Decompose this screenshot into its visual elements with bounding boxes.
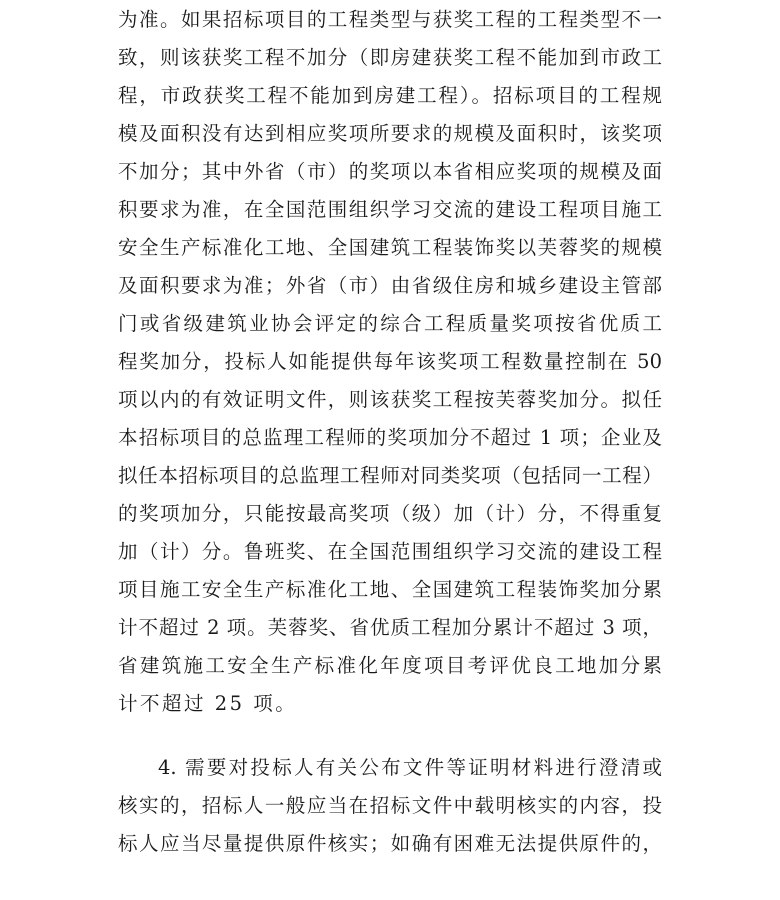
text-line: 及面积要求为准；外省（市）由省级住房和城乡建设主管部 xyxy=(118,274,662,297)
text-line: 标人应当尽量提供原件核实；如确有困难无法提供原件的， xyxy=(118,832,662,855)
text-line: 本招标项目的总监理工程师的奖项加分不超过 1 项；企业及 xyxy=(118,426,662,449)
text-line: 程奖加分，投标人如能提供每年该奖项工程数量控制在 50 xyxy=(118,350,662,373)
text-line: 门或省级建筑业协会评定的综合工程质量奖项按省优质工 xyxy=(118,312,662,335)
text-line: 4. 需要对投标人有关公布文件等证明材料进行澄清或 xyxy=(158,756,662,779)
text-line: 加（计）分。鲁班奖、在全国范围组织学习交流的建设工程 xyxy=(118,540,662,563)
text-line: 核实的，招标人一般应当在招标文件中载明核实的内容，投 xyxy=(118,794,662,817)
text-line: 项以内的有效证明文件，则该获奖工程按芙蓉奖加分。拟任 xyxy=(118,388,662,411)
text-line: 模及面积没有达到相应奖项所要求的规模及面积时，该奖项 xyxy=(118,122,662,145)
text-line: 不加分；其中外省（市）的奖项以本省相应奖项的规模及面 xyxy=(118,160,662,183)
text-line: 积要求为准，在全国范围组织学习交流的建设工程项目施工 xyxy=(118,198,662,221)
text-line: 计不超过 25 项。 xyxy=(118,692,298,715)
text-line: 项目施工安全生产标准化工地、全国建筑工程装饰奖加分累 xyxy=(118,578,662,601)
text-line: 程，市政获奖工程不能加到房建工程）。招标项目的工程规 xyxy=(118,84,662,107)
text-line: 安全生产标准化工地、全国建筑工程装饰奖以芙蓉奖的规模 xyxy=(118,236,662,259)
text-line: 致，则该获奖工程不加分（即房建获奖工程不能加到市政工 xyxy=(118,46,662,69)
text-line: 省建筑施工安全生产标准化年度项目考评优良工地加分累 xyxy=(118,654,662,677)
text-line: 拟任本招标项目的总监理工程师对同类奖项（包括同一工程） xyxy=(118,464,662,487)
text-line: 的奖项加分，只能按最高奖项（级）加（计）分，不得重复 xyxy=(118,502,662,525)
text-line: 为准。如果招标项目的工程类型与获奖工程的工程类型不一 xyxy=(118,8,662,31)
text-line: 计不超过 2 项。芙蓉奖、省优质工程加分累计不超过 3 项， xyxy=(118,616,662,639)
